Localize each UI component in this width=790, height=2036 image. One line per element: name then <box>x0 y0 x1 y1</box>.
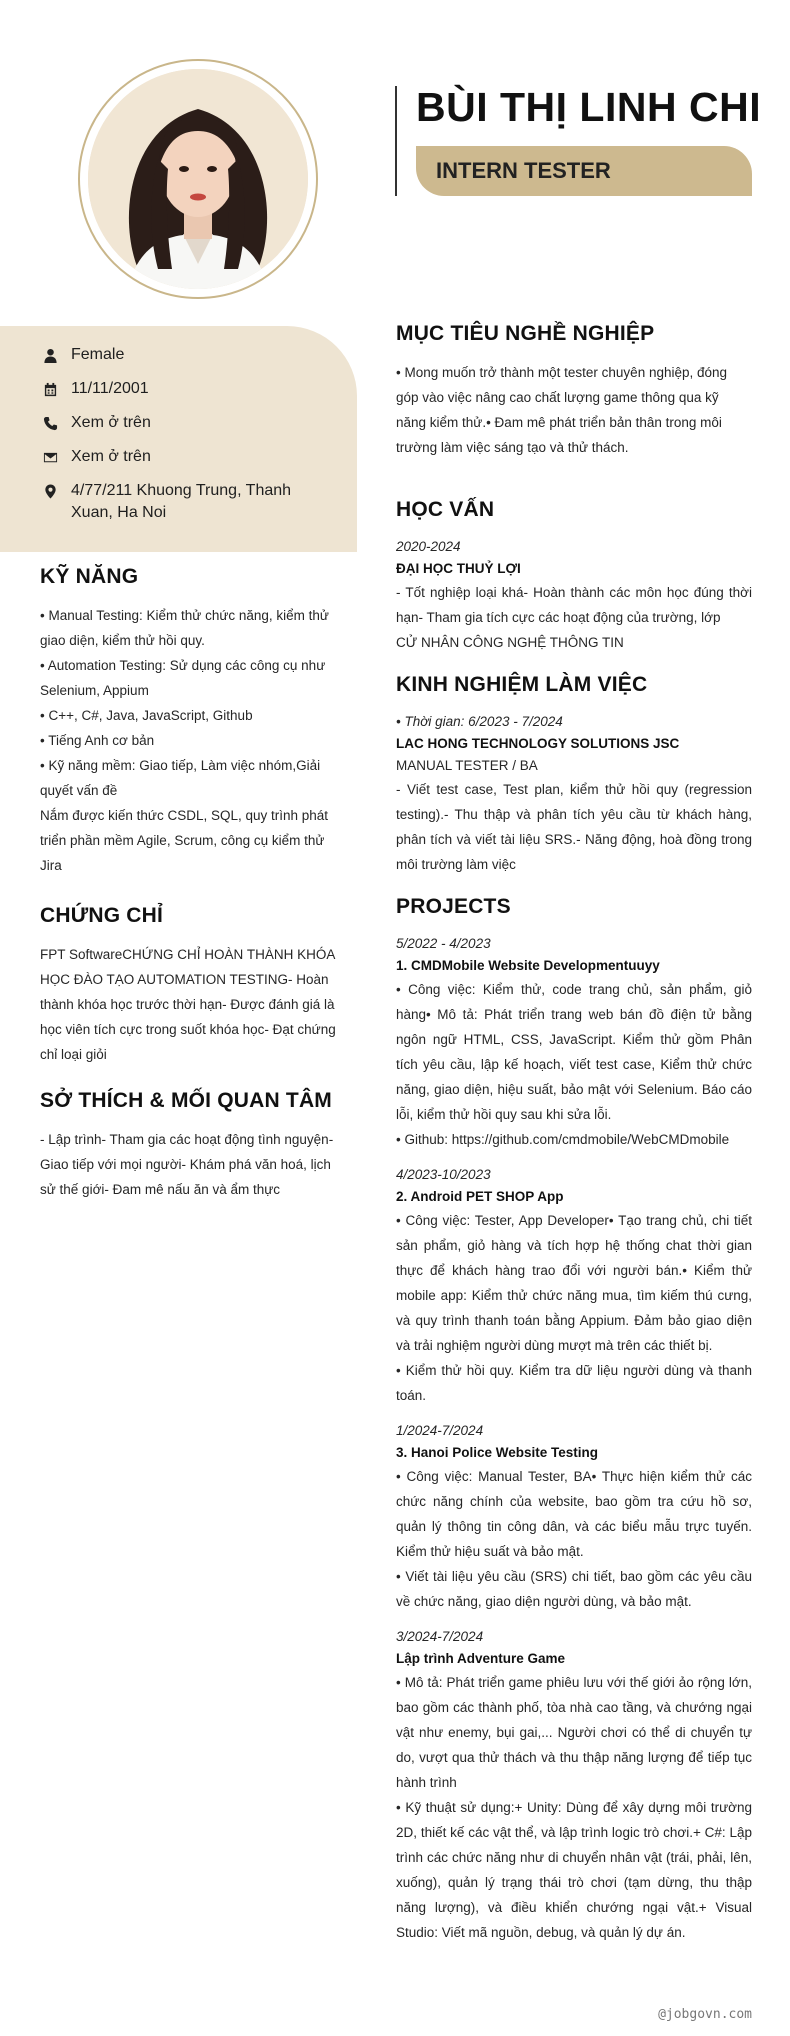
name-divider <box>395 86 397 196</box>
project-item <box>396 1420 752 1614</box>
project-period: 5/2022 - 4/2023 <box>396 936 491 951</box>
education-heading: HỌC VẤN <box>396 498 495 521</box>
education-school: ĐẠI HỌC THUỶ LỢI <box>396 561 521 576</box>
calendar-icon <box>42 378 59 400</box>
project-detail: • Viết tài liệu yêu cầu (SRS) chi tiết, bao gồm các yêu cầu về chức năng, giao diện người dùng, và bảo mật. <box>396 1569 752 1609</box>
skill-item: • Kỹ năng mềm: Giao tiếp, Làm việc nhóm,Giải quyết vấn đề <box>40 758 321 798</box>
education-section <box>396 498 752 655</box>
project-item <box>396 1626 752 1945</box>
watermark: @jobgovn.com <box>658 2007 752 2022</box>
right-column <box>396 322 752 1945</box>
gender-text: Female <box>71 346 125 363</box>
certificates-section <box>40 904 345 1067</box>
objective-text: • Mong muốn trở thành một tester chuyên nghiệp, đóng góp vào việc nâng cao chất lượng game thông qua kỹ năng kiểm thử.• Đam mê phát triển bản thân trong môi trường làm việc sáng tạo và thử thách. <box>396 365 728 455</box>
project-name: 1. CMDMobile Website Developmentuuyy <box>396 958 660 973</box>
left-column <box>40 565 345 1202</box>
project-period: 1/2024-7/2024 <box>396 1423 484 1438</box>
experience-position: MANUAL TESTER / BA <box>396 758 538 773</box>
project-period: 4/2023-10/2023 <box>396 1167 491 1182</box>
experience-period: • Thời gian: 6/2023 - 7/2024 <box>396 714 563 729</box>
email-text: Xem ở trên <box>71 448 151 465</box>
contact-email <box>42 446 337 468</box>
skill-item: • Manual Testing: Kiểm thử chức năng, kiểm thử giao diện, kiểm thử hồi quy. <box>40 608 329 648</box>
project-item <box>396 1164 752 1408</box>
role-banner <box>416 146 752 196</box>
phone-text: Xem ở trên <box>71 414 151 431</box>
certificates-heading: CHỨNG CHỈ <box>40 904 164 927</box>
experience-heading: KINH NGHIỆM LÀM VIỆC <box>396 673 648 696</box>
skills-heading: KỸ NĂNG <box>40 565 139 588</box>
certificates-text: FPT SoftwareCHỨNG CHỈ HOÀN THÀNH KHÓA HỌC ĐÀO TẠO AUTOMATION TESTING- Hoàn thành khóa học trước thời hạn- Được đánh giá là học viên tích cực trong suốt khóa học- Đạt chứng chỉ loại giỏi <box>40 947 336 1062</box>
project-detail: • Mô tả: Phát triển game phiêu lưu với thế giới ảo rộng lớn, bao gồm các thành phố, tòa nhà cao tầng, và chướng ngại vật như enemy, bụi gai,... Người chơi có thể di chuyển tự do, vượt qua thử thách và thu thập năng lượng để tiếp tục hành trình <box>396 1675 752 1790</box>
experience-section <box>396 673 752 877</box>
education-period: 2020-2024 <box>396 539 461 554</box>
profile-photo <box>88 69 308 289</box>
objective-heading: MỤC TIÊU NGHỀ NGHIỆP <box>396 322 655 345</box>
address-text: 4/77/211 Khuong Trung, Thanh Xuan, Ha Noi <box>71 482 292 521</box>
project-name: Lập trình Adventure Game <box>396 1651 566 1666</box>
objective-section <box>396 322 752 460</box>
skill-item: Nắm được kiến thức CSDL, SQL, quy trình phát triển phần mềm Agile, Scrum, công cụ kiểm thử Jira <box>40 808 329 873</box>
contact-birthday <box>42 378 337 400</box>
project-item <box>396 933 752 1152</box>
project-detail: • Công việc: Tester, App Developer• Tạo trang chủ, chi tiết sản phẩm, giỏ hàng và tích hợp hệ thống chat thời gian thực để khách hàng trao đổi với người bán.• Kiểm thử mobile app: Kiểm thử chức năng mua, tìm kiếm thú cưng, và quy trình thanh toán bằng Appium. Đảm bảo giao diện và trải nghiệm người dùng mượt mà trên các thiết bị. <box>396 1213 752 1353</box>
hobbies-section <box>40 1089 345 1202</box>
experience-text: - Viết test case, Test plan, kiểm thử hồi quy (regression testing).- Thu thập và phân tích yêu cầu từ khách hàng, phân tích và viết tài liệu SRS.- Năng động, hoà đồng trong môi trường làm việc <box>396 782 752 872</box>
contact-gender <box>42 344 337 366</box>
contact-phone <box>42 412 337 434</box>
project-detail: • Kỹ thuật sử dụng:+ Unity: Dùng để xây dựng môi trường 2D, thiết kế các vật thể, và lập trình logic trò chơi.+ C#: Lập trình các chức năng như di chuyển nhân vật (trái, phải, lên, xuống), quản lý trạng thái trò chơi (tạm dừng, thu thập năng lượng), và điều khiển chướng ngại vật.+ Visual Studio: Viết mã nguồn, debug, và quản lý dự án. <box>396 1800 752 1940</box>
projects-heading: PROJECTS <box>396 895 511 918</box>
skill-item: • C++, C#, Java, JavaScript, Github <box>40 708 253 723</box>
candidate-name: BÙI THỊ LINH CHI <box>416 84 762 130</box>
hobbies-heading: SỞ THÍCH & MỐI QUAN TÂM <box>40 1089 332 1112</box>
profile-photo-frame <box>78 59 318 299</box>
contact-panel <box>0 326 357 552</box>
project-detail: • Công việc: Manual Tester, BA• Thực hiện kiểm thử các chức năng chính của website, bao gồm tra cứu hồ sơ, quản lý thông tin công dân, và các biểu mẫu trực tuyến. Kiểm thử hiệu suất và bảo mật. <box>396 1469 752 1559</box>
hobbies-text: - Lập trình- Tham gia các hoạt động tình nguyện- Giao tiếp với mọi người- Khám phá văn hoá, lịch sử thế giới- Đam mê nấu ăn và ẩm thực <box>40 1132 334 1197</box>
projects-section <box>396 895 752 1945</box>
birthday-text: 11/11/2001 <box>71 380 149 397</box>
project-detail: • Github: https://github.com/cmdmobile/WebCMDmobile <box>396 1132 730 1147</box>
skill-item: • Tiếng Anh cơ bản <box>40 733 155 748</box>
project-detail: • Kiểm thử hồi quy. Kiểm tra dữ liệu người dùng và thanh toán. <box>396 1363 752 1403</box>
project-detail: • Công việc: Kiểm thử, code trang chủ, sản phẩm, giỏ hàng• Mô tả: Phát triển trang web bán đồ điện tử bằng ngôn ngữ HTML, CSS, JavaScript. Kiểm thử gồm Phân tích yêu cầu, lập kế hoạch, viết test case, Kiểm thử chức năng, giao diện, hiệu suất, bảo mật với Selenium. Báo cáo lỗi, kiểm thử hồi quy sau khi sửa lỗi. <box>396 982 752 1122</box>
project-name: 2. Android PET SHOP App <box>396 1189 564 1204</box>
location-pin-icon <box>42 480 59 502</box>
email-icon <box>42 446 59 468</box>
contact-address <box>42 480 337 524</box>
skill-item: • Automation Testing: Sử dụng các công cụ như Selenium, Appium <box>40 658 326 698</box>
experience-company: LAC HONG TECHNOLOGY SOLUTIONS JSC <box>396 736 680 751</box>
job-title: INTERN TESTER <box>436 158 611 183</box>
person-icon <box>42 344 59 366</box>
project-period: 3/2024-7/2024 <box>396 1629 484 1644</box>
project-name: 3. Hanoi Police Website Testing <box>396 1445 599 1460</box>
phone-icon <box>42 412 59 434</box>
education-text: - Tốt nghiệp loại khá- Hoàn thành các môn học đúng thời hạn- Tham gia tích cực các hoạt động của trường, lớp <box>396 585 752 625</box>
skills-section <box>40 565 345 878</box>
education-degree: CỬ NHÂN CÔNG NGHỆ THÔNG TIN <box>396 635 624 650</box>
